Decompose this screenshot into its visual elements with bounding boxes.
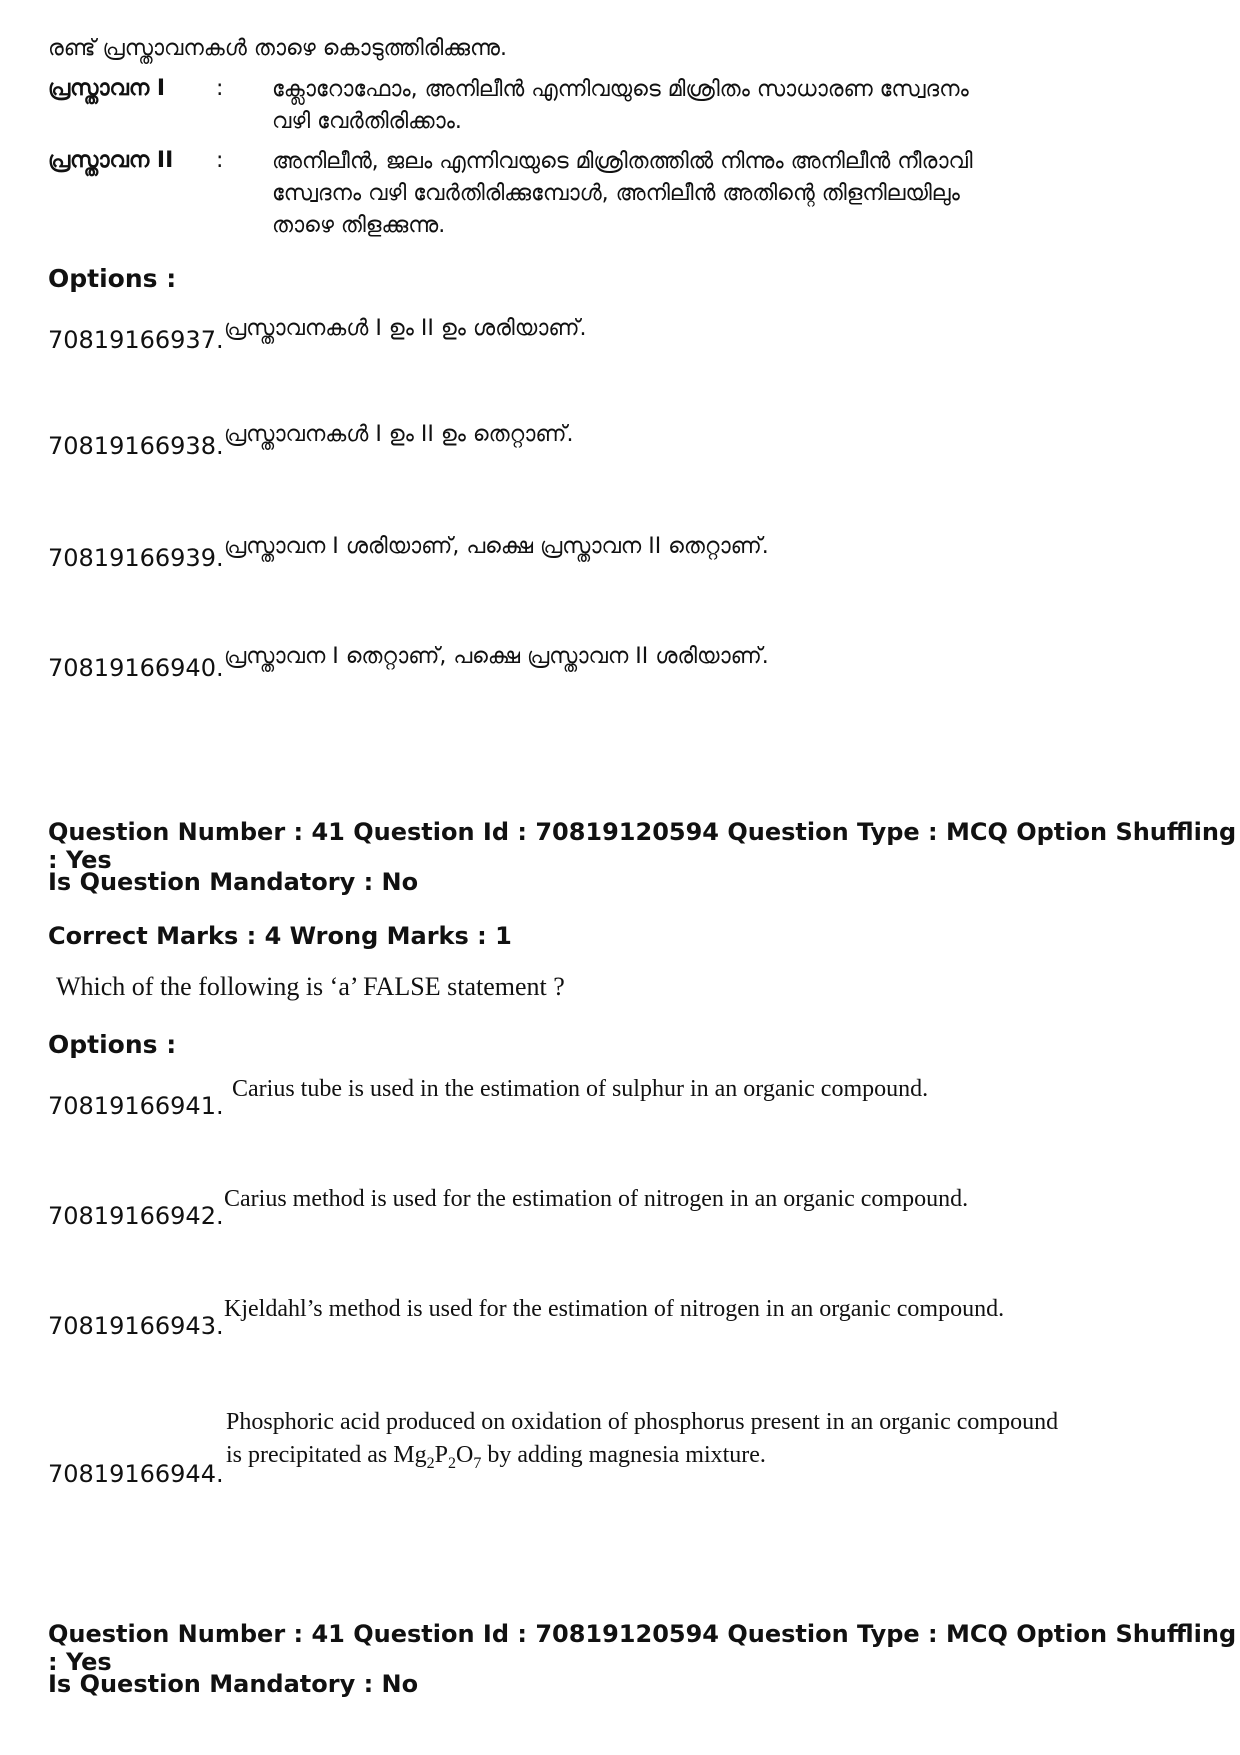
option-id: 70819166939.: [48, 544, 224, 572]
statement-2-colon: :: [216, 148, 224, 173]
option-text: പ്രസ്താവനകൾ I ഉം II ഉം തെറ്റാണ്.: [224, 422, 574, 447]
question-marks: Correct Marks : 4 Wrong Marks : 1: [48, 922, 512, 950]
option-text-line1: Phosphoric acid produced on oxidation of phosphorus present in an organic compound: [226, 1409, 1059, 1435]
statement-1-label: പ്രസ്താവന I: [48, 76, 166, 101]
question-text: Which of the following is ‘a’ FALSE statement ?: [56, 972, 565, 1001]
question-meta-line: Question Number : 41 Question Id : 70819120594 Question Type : MCQ Option Shuffling : Yes: [48, 1620, 1237, 1676]
options-heading: Options :: [48, 1030, 177, 1059]
option-text: പ്രസ്താവന I തെറ്റാണ്, പക്ഷെ പ്രസ്താവന II ശരിയാണ്.: [224, 644, 769, 669]
statement-2-text: അനിലീൻ, ജലം എന്നിവയുടെ മിശ്രിതത്തിൽ നിന്നും അനിലീൻ നീരാവി സ്വേദനം വഴി വേർതിരിക്കുമ്പോൾ, അനിലീൻ അതിന്റെ തിളനിലയിലും താഴെ തിളക്കുന്നു.: [272, 149, 973, 238]
text-segment: P: [434, 1442, 448, 1468]
text-segment: is precipitated as Mg: [226, 1442, 427, 1468]
option-id: 70819166944.: [48, 1460, 224, 1488]
statement-1-text: ക്ലോറോഫോം, അനിലീൻ എന്നിവയുടെ മിശ്രിതം സാധാരണ സ്വേദനം വഴി വേർതിരിക്കാം.: [272, 77, 969, 134]
option-text: പ്രസ്താവനകൾ I ഉം II ഉം ശരിയാണ്.: [224, 316, 587, 341]
option-id: 70819166943.: [48, 1312, 224, 1340]
subscript: 2: [447, 1454, 456, 1472]
option-text-line2: [226, 1439, 1166, 1472]
option-text: Carius method is used for the estimation of nitrogen in an organic compound.: [224, 1186, 969, 1212]
option-text: Carius tube is used in the estimation of sulphur in an organic compound.: [232, 1076, 929, 1102]
question-mandatory: Is Question Mandatory : No: [48, 1670, 419, 1698]
option-id: 70819166940.: [48, 654, 224, 682]
options-heading: Options :: [48, 264, 177, 293]
option-text: [226, 1406, 1166, 1472]
intro-text: രണ്ട് പ്രസ്താവനകൾ താഴെ കൊടുത്തിരിക്കുന്നു.: [48, 36, 507, 61]
subscript: 2: [426, 1454, 435, 1472]
question-mandatory: Is Question Mandatory : No: [48, 868, 419, 896]
option-text: പ്രസ്താവന I ശരിയാണ്, പക്ഷെ പ്രസ്താവന II തെറ്റാണ്.: [224, 534, 769, 559]
option-id: 70819166937.: [48, 326, 224, 354]
option-text: Kjeldahl’s method is used for the estimation of nitrogen in an organic compound.: [224, 1296, 1005, 1322]
option-id: 70819166938.: [48, 432, 224, 460]
statement-2-label: പ്രസ്താവന II: [48, 148, 174, 173]
text-segment: by adding magnesia mixture.: [481, 1442, 766, 1468]
statement-1-colon: :: [216, 76, 224, 101]
option-id: 70819166942.: [48, 1202, 224, 1230]
text-segment: O: [455, 1442, 474, 1468]
question-meta-line: Question Number : 41 Question Id : 70819120594 Question Type : MCQ Option Shuffling : Yes: [48, 818, 1237, 874]
option-id: 70819166941.: [48, 1092, 224, 1120]
subscript: 7: [473, 1454, 482, 1472]
